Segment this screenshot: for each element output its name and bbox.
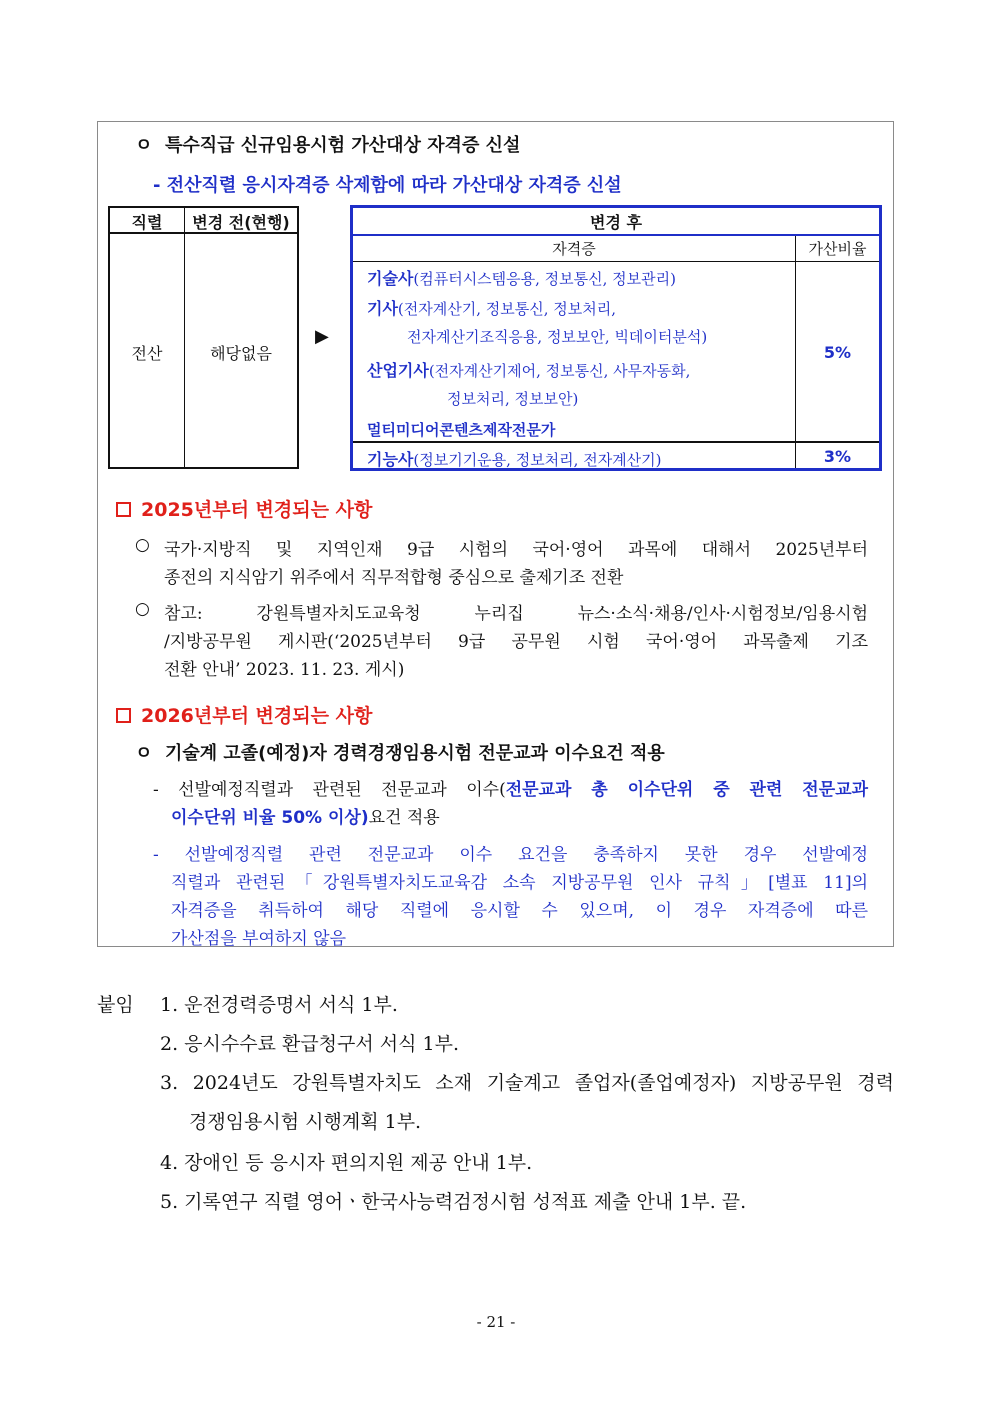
cert-row-4: 멀티미디어콘텐츠제작전문가 [367, 421, 556, 439]
bullet-2025-1-line1: 국가·지방직 및 지역인재 9급 시험의 국어·영어 과목에 대해서 2025년부터 [164, 540, 868, 560]
cert-row-1: 기술사(컴퓨터시스템응용, 정보통신, 정보관리) [367, 269, 676, 288]
detail-2-line4: 가산점을 부여하지 않음 [171, 929, 347, 949]
bullet-2025-1-line2: 종전의 지식암기 위주에서 직무적합형 중심으로 출제기조 전환 [164, 568, 624, 588]
divider [353, 234, 879, 236]
detail-2-line1: - 선발예정직렬 관련 전문교과 이수 요건을 충족하지 못한 경우 선발예정 [153, 845, 868, 865]
before-value: 해당없음 [210, 344, 272, 363]
bullet: ㅇ [135, 135, 153, 156]
header-rate: 가산비율 [808, 240, 867, 258]
cert-row-2: 기사(전자계산기, 정보통신, 정보처리, [367, 299, 616, 318]
attachment-3-line2: 경쟁임용시험 시행계획 1부. [189, 1111, 422, 1133]
checkbox-square-icon [116, 708, 131, 723]
divider [353, 261, 879, 262]
attachment-4: 4. 장애인 등 응시자 편의지원 제공 안내 1부. [160, 1152, 533, 1174]
bullet-mark: ○ [135, 535, 150, 555]
before-table [108, 206, 299, 469]
bullet-mark: ○ [135, 599, 150, 619]
heading-2025: 2025년부터 변경되는 사항 [116, 495, 372, 522]
bullet: ㅇ [135, 743, 153, 764]
after-table [350, 205, 882, 471]
bullet-2025-2-line2: /지방공무원 게시판(‘2025년부터 9급 공무원 시험 국어·영어 과목출제 기조 [164, 632, 868, 652]
divider [353, 441, 879, 443]
special-subtitle: - 전산직렬 응시자격증 삭제함에 따라 가산대상 자격증 신설 [153, 175, 622, 196]
page-number: - 21 - [476, 1313, 516, 1331]
header-before: 변경 전(현행) [192, 213, 290, 232]
bullet-2025-2-line3: 전환 안내’ 2023. 11. 23. 게시) [164, 660, 405, 680]
attachment-1: 1. 운전경력증명서 서식 1부. [160, 994, 398, 1016]
sec2026-title: ㅇ 기술계 고졸(예정)자 경력경쟁임용시험 전문교과 이수요건 적용 [135, 743, 665, 764]
detail-2-line2: 직렬과 관련된「강원특별자치도교육감 소속 지방공무원 인사 규칙」[별표 11]의 [171, 873, 868, 893]
header-after: 변경 후 [590, 213, 642, 232]
special-title: ㅇ 특수직급 신규임용시험 가산대상 자격증 신설 [135, 135, 521, 156]
cert-row-3: 산업기사(전자계산기제어, 정보통신, 사무자동화, [367, 361, 691, 380]
header-cert: 자격증 [552, 240, 596, 258]
attachments-label: 붙임 [97, 994, 134, 1016]
detail-2-line3: 자격증을 취득하여 해당 직렬에 응시할 수 있으며, 이 경우 자격증에 따른 [171, 901, 868, 921]
arrow-icon: ▶ [315, 326, 329, 347]
header-job: 직렬 [131, 213, 163, 232]
attachment-3-line1: 3. 2024년도 강원특별자치도 소재 기술계고 졸업자(졸업예정자) 지방공무원 경력 [160, 1072, 894, 1094]
cert-row-2b: 전자계산기조직응용, 정보보안, 빅데이터분석) [407, 328, 708, 346]
attachment-2: 2. 응시수수료 환급청구서 서식 1부. [160, 1033, 460, 1055]
job-value: 전산 [131, 344, 163, 363]
rate-3: 3% [823, 447, 852, 466]
heading-2026: 2026년부터 변경되는 사항 [116, 701, 372, 728]
attachment-5: 5. 기록연구 직렬 영어ㆍ한국사능력검정시험 성적표 제출 안내 1부. 끝. [160, 1191, 747, 1213]
detail-1-line1: - 선발예정직렬과 관련된 전문교과 이수(전문교과 총 이수단위 중 관련 전문교과 [153, 780, 868, 800]
divider [184, 208, 185, 467]
cert-row-5: 기능사(정보기기운용, 정보처리, 전자계산기) [367, 450, 662, 469]
bullet-2025-2-line1: 참고: 강원특별자치도교육청 누리집 뉴스·소식·채용/인사·시험정보/임용시험 [164, 604, 868, 624]
checkbox-square-icon [116, 502, 131, 517]
detail-1-line2: 이수단위 비율 50% 이상)요건 적용 [171, 808, 440, 828]
cert-row-3b: 정보처리, 정보보안) [447, 390, 579, 408]
rate-5: 5% [823, 343, 852, 362]
